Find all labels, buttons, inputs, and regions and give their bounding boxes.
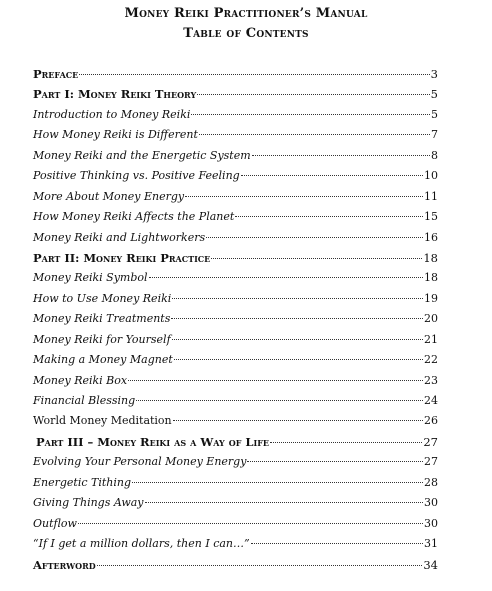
toc-entry [33,125,438,145]
toc-entry-title: Money Reiki for Yourself [33,332,171,346]
toc-entry [33,207,438,227]
toc-entry-title: “If I get a million dollars, then I can…” [33,537,250,551]
toc-entry-page-number: 34 [423,557,438,572]
toc-entry-page-number: 27 [423,434,438,449]
dot-leader [235,216,423,217]
toc-entry-page-number: 26 [424,414,438,428]
toc-entry [33,187,438,207]
dot-leader [199,134,430,135]
toc-entry [33,84,438,104]
toc-entry-page-number: 7 [431,128,438,142]
toc-entry-page-number: 30 [424,496,438,510]
dot-leader [172,339,423,340]
toc-entry-title: Money Reiki Box [33,373,128,387]
toc-entry-title: Money Reiki Symbol [33,271,148,285]
toc-entry-title: Money Reiki and Lightworkers [33,230,206,244]
toc-entry-page-number: 5 [431,107,438,121]
toc-entry-title: Preface [33,67,79,81]
dot-leader [145,502,423,503]
toc-entry-title: Positive Thinking vs. Positive Feeling [33,169,240,183]
toc-entry-title: Money Reiki Treatments [33,312,171,326]
toc-entry-title: Outflow [33,516,77,530]
toc-entry [33,166,438,186]
dot-leader [191,114,430,115]
dot-leader [252,155,430,156]
toc-entry-title: Afterword [33,557,96,572]
dot-leader [241,175,423,176]
dot-leader [197,94,430,95]
toc-entry-page-number: 30 [424,516,438,530]
toc-entry-title: Part II: Money Reiki Practice [33,250,211,265]
toc-entry-page-number: 28 [424,475,438,489]
toc-entry-title: More About Money Energy [33,189,185,203]
toc-entry [33,146,438,166]
toc-entry-title: How Money Reiki Affects the Planet [33,210,235,224]
dot-leader [132,482,423,483]
toc-entry [33,432,438,452]
dot-leader [173,420,423,421]
toc-entry-title: How Money Reiki is Different [33,128,198,142]
dot-leader [247,461,423,462]
toc-entry [33,514,438,534]
dot-leader [78,523,423,524]
dot-leader [185,196,423,197]
toc-entry-page-number: 8 [431,148,438,162]
toc-heading: Table of Contents [183,26,309,41]
toc-entry [33,309,438,329]
toc-entry-page-number: 15 [424,210,438,224]
toc-entry-page-number: 24 [424,394,438,407]
toc-entry [33,289,438,309]
dot-leader [171,318,423,319]
toc-entry-page-number: 27 [424,455,438,469]
toc-entry [33,268,438,288]
toc-entry [33,371,438,391]
toc-entry-page-number: 31 [424,537,438,551]
toc-entry [33,248,438,268]
dot-leader [136,400,423,401]
toc-entry-page-number: 5 [430,87,438,102]
toc-entry-title: Energetic Tithing [33,475,132,489]
dot-leader [97,565,423,566]
toc-entry-page-number: 18 [423,250,438,265]
table-of-contents [33,64,438,575]
dot-leader [211,258,422,259]
toc-entry-title: Introduction to Money Reiki [33,107,191,121]
toc-entry-page-number: 18 [424,271,438,285]
toc-entry [33,105,438,125]
toc-entry-page-number: 22 [424,353,438,367]
toc-entry [33,473,438,493]
toc-entry-page-number: 16 [424,230,438,244]
toc-entry [33,534,438,554]
toc-entry-title: Giving Things Away [33,496,144,510]
toc-entry-title: Money Reiki and the Energetic System [33,148,251,162]
toc-entry-page-number: 11 [424,189,438,203]
toc-entry [33,555,438,575]
toc-entry-title: Evolving Your Personal Money Energy [33,455,247,469]
toc-entry-page-number: 20 [424,312,438,326]
toc-entry [33,330,438,350]
dot-leader [270,442,422,443]
toc-entry [33,452,438,472]
toc-entry-title: Part I: Money Reiki Theory [33,87,197,102]
dot-leader [128,380,423,381]
toc-entry-title: Financial Blessing [33,394,136,407]
toc-entry-page-number: 10 [424,169,438,183]
running-title: Money Reiki Practitioner’s Manual [124,6,368,21]
toc-entry [33,391,438,411]
dot-leader [206,237,423,238]
toc-entry [33,64,438,84]
toc-entry [33,411,438,431]
dot-leader [172,298,423,299]
toc-entry-title: How to Use Money Reiki [33,291,172,305]
dot-leader [79,74,429,75]
toc-entry [33,350,438,370]
toc-entry-page-number: 3 [430,67,438,81]
dot-leader [251,543,423,544]
toc-entry-title: World Money Meditation [33,414,172,428]
dot-leader [149,277,423,278]
toc-entry-page-number: 19 [424,291,438,305]
toc-entry-page-number: 23 [424,373,438,387]
toc-entry [33,493,438,513]
toc-entry-page-number: 21 [424,332,438,346]
dot-leader [174,359,423,360]
toc-entry-title: Part III – Money Reiki as a Way of Life [36,434,270,449]
toc-entry [33,228,438,248]
toc-entry-title: Making a Money Magnet [33,353,173,367]
